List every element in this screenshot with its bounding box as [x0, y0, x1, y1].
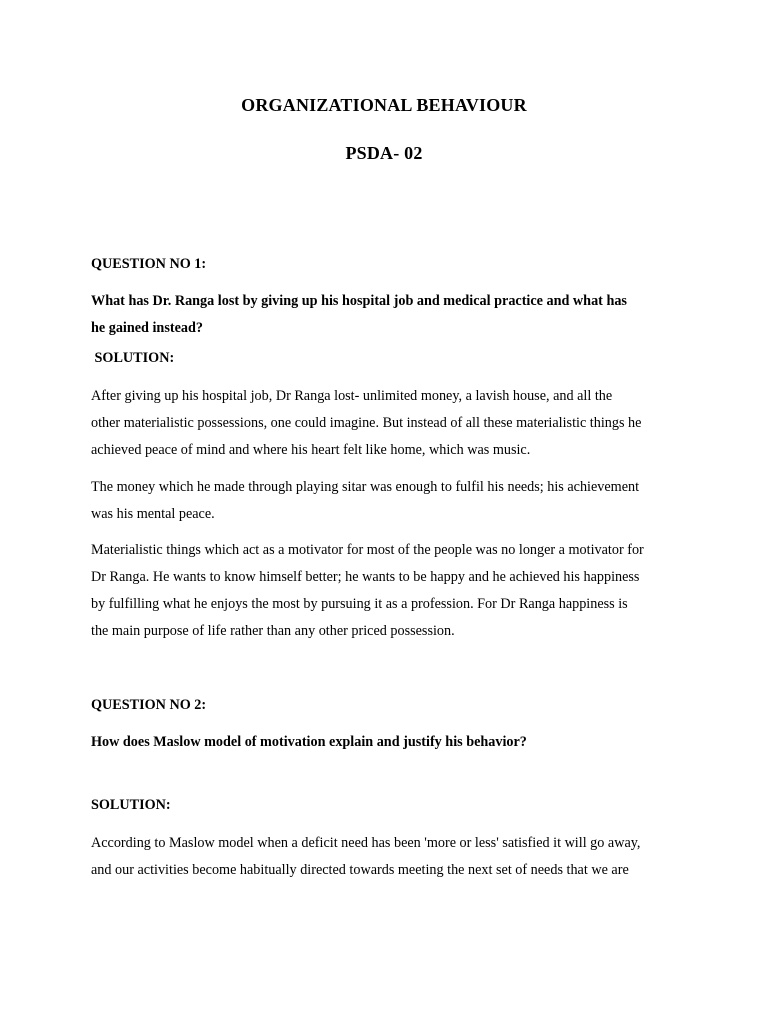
question-1-heading: QUESTION NO 1: — [91, 256, 207, 272]
paragraph-line: After giving up his hospital job, Dr Ranga lost- unlimited money, a lavish house, and all the — [91, 388, 613, 404]
paragraph-line: other materialistic possessions, one could imagine. But instead of all these materialistic things he — [91, 415, 642, 431]
paragraph-line: The money which he made through playing sitar was enough to fulfil his needs; his achievement — [91, 479, 640, 495]
question-1-solution-label: SOLUTION: — [91, 350, 175, 366]
paragraph-line: Materialistic things which act as a motivator for most of the people was no longer a motivator for — [91, 542, 644, 558]
paragraph-line: was his mental peace. — [91, 506, 215, 522]
document-title: ORGANIZATIONAL BEHAVIOUR — [241, 95, 527, 115]
question-2-heading: QUESTION NO 2: — [91, 697, 207, 713]
paragraph-line: Dr Ranga. He wants to know himself better; he wants to be happy and he achieved his happiness — [91, 569, 640, 585]
question-2-solution-label: SOLUTION: — [91, 797, 171, 813]
question-2-paragraph-1 — [91, 830, 691, 884]
question-1-paragraph-1 — [91, 383, 691, 464]
paragraph-line: the main purpose of life rather than any other priced possession. — [91, 623, 455, 639]
question-1-paragraph-2 — [91, 474, 691, 528]
paragraph-line: achieved peace of mind and where his heart felt like home, which was music. — [91, 442, 531, 458]
question-2-text: How does Maslow model of motivation explain and justify his behavior? — [91, 734, 527, 750]
paragraph-line: and our activities become habitually directed towards meeting the next set of needs that we are — [91, 862, 629, 878]
document-subtitle: PSDA- 02 — [345, 143, 423, 163]
question-1-paragraph-3 — [91, 537, 691, 645]
question-1-line: What has Dr. Ranga lost by giving up his hospital job and medical practice and what has — [91, 293, 627, 309]
paragraph-line: by fulfilling what he enjoys the most by pursuing it as a profession. For Dr Ranga happiness is — [91, 596, 628, 612]
paragraph-line: According to Maslow model when a deficit need has been 'more or less' satisfied it will go away, — [91, 835, 641, 851]
question-1-line: he gained instead? — [91, 320, 203, 336]
question-1-text — [91, 288, 691, 342]
